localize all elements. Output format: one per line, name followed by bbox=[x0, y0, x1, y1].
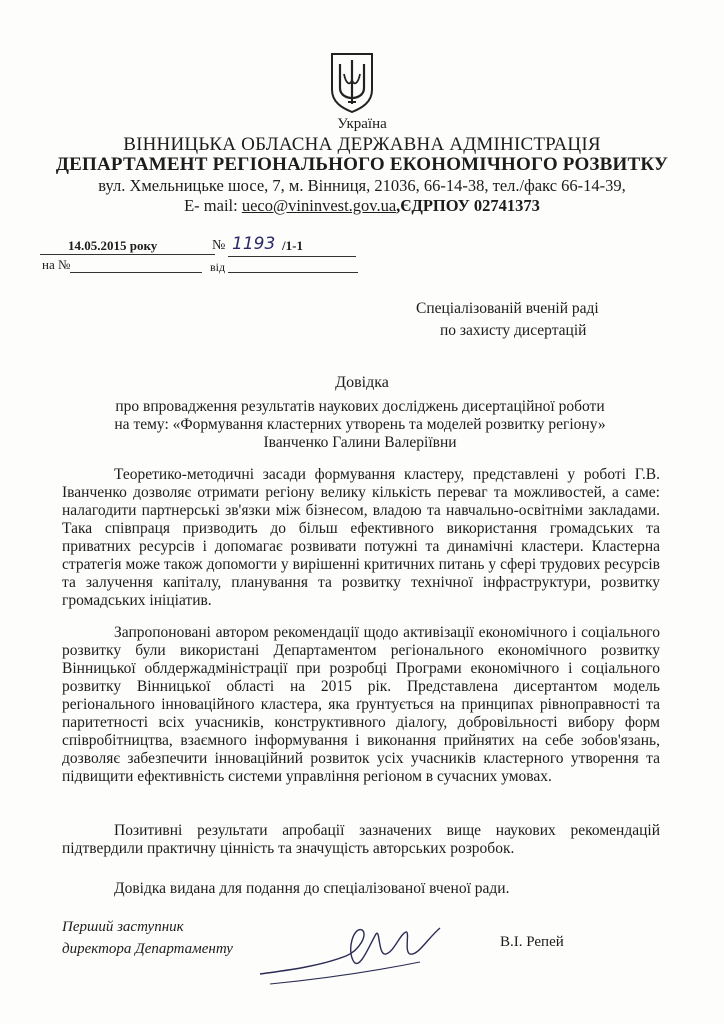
body-paragraph-4: Довідка видана для подання до спеціалізованої вченої ради. bbox=[114, 880, 510, 897]
number-underline bbox=[228, 256, 356, 257]
reply-number-underline bbox=[70, 272, 202, 273]
outgoing-number: 1193 bbox=[232, 234, 276, 254]
administration-name: ВІННИЦЬКА ОБЛАСНА ДЕРЖАВНА АДМІНІСТРАЦІЯ bbox=[123, 134, 601, 155]
email-link[interactable]: ueco@vininvest.gov.ua bbox=[241, 196, 397, 215]
body-paragraph-3: Позитивні результати апробації зазначених вище наукових рекомендацій підтвердили практичну цінність та значущість авторських розробок. bbox=[62, 822, 660, 857]
signatory-name: В.І. Репей bbox=[500, 934, 564, 950]
document-title: Довідка bbox=[335, 374, 389, 391]
body-paragraph-1: Теоретико-методичні засади формування кластеру, представлені у роботі Г.В. Іванченко дозволяє отримати регіону велику кількість переваг та можливостей, а саме: налагодити партнерські зв'язки між бізнесом, владою та навчально-освітніми закладами. Така співпраця призводить до більш ефективного використання громадських та приватних ресурсів і допомагає розвивати потужні та динамічні кластери. Кластерна стратегія може також допомогти у вирішенні критичних питань у сфері трудових ресурсів та залучення капіталу, планування та розвитку технічної інфраструктури, розвитку громадських ініціатив. bbox=[62, 466, 660, 609]
email-line bbox=[0, 196, 724, 216]
position-line1: Перший заступник bbox=[62, 919, 184, 935]
country-name: Україна bbox=[337, 116, 387, 132]
addressee-line1: Спеціалізованій вченій раді bbox=[416, 300, 599, 317]
handwritten-signature bbox=[250, 904, 450, 994]
tryzub-emblem-icon bbox=[328, 50, 376, 114]
edrpou-code: ,ЄДРПОУ 02741373 bbox=[396, 196, 540, 215]
subject-line1: про впровадження результатів наукових досліджень дисертаційної роботи bbox=[115, 398, 605, 415]
addressee-line2: по захисту дисертацій bbox=[440, 322, 587, 339]
subject-line3: Іванченко Галини Валеріївни bbox=[263, 434, 457, 451]
department-address: вул. Хмельницьке шосе, 7, м. Вінниця, 21036, 66-14-38, тел./факс 66-14-39, bbox=[98, 176, 626, 195]
outgoing-number-suffix: /1-1 bbox=[282, 238, 303, 253]
addressee-block bbox=[380, 300, 690, 340]
in-reply-label: на № bbox=[42, 257, 71, 272]
date-underline bbox=[40, 254, 215, 255]
subject-line2: на тему: «Формування кластерних утворень та моделей розвитку регіону» bbox=[114, 416, 606, 433]
signatory-position bbox=[62, 916, 233, 960]
position-line2: директора Департаменту bbox=[62, 941, 233, 957]
body-paragraph-2: Запропоновані автором рекомендації щодо активізації економічного і соціального розвитку були використані Департаментом регіонального економічного розвитку Вінницької облдержадміністрації при розробці Програми економічного і соціального розвитку Вінницької області на 2015 рік. Представлена дисертантом модель регіонального інноваційного кластера, яка ґрунтується на принципах рівноправності та паритетності всіх учасників, конструктивного діалогу, добровільності вибору форм співробітництва, взаємного інформування і виконання прийнятих на себе зобов'язань, дозволяє забезпечити інноваційний розвиток усіх учасників кластерного утворення та підвищити ефективність системи управління регіоном в сучасних умовах. bbox=[62, 624, 660, 785]
department-name: ДЕПАРТАМЕНТ РЕГІОНАЛЬНОГО ЕКОНОМІЧНОГО РОЗВИТКУ bbox=[55, 154, 669, 175]
from-label: від bbox=[210, 260, 226, 274]
outgoing-date: 14.05.2015 року bbox=[68, 238, 158, 253]
number-label: № bbox=[212, 238, 226, 253]
email-label: E- mail: bbox=[184, 196, 242, 215]
reply-date-underline bbox=[228, 272, 358, 273]
